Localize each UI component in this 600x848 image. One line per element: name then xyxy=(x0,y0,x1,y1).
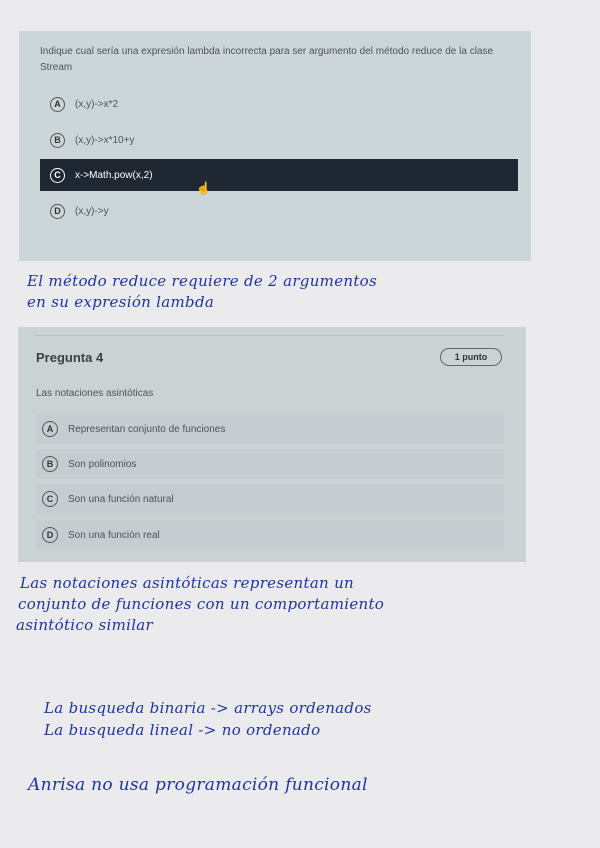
handwritten-note-4: Anrisa no usa programación funcional xyxy=(28,775,368,795)
option-letter: A xyxy=(50,97,65,112)
option-a[interactable] xyxy=(40,88,518,120)
option-d[interactable] xyxy=(40,195,518,227)
handwritten-note-2-line-3: asintótico similar xyxy=(16,616,154,634)
option-letter: C xyxy=(50,168,65,183)
handwritten-note-2-line-2: conjunto de funciones con un comportamiento xyxy=(18,595,385,613)
option-a[interactable] xyxy=(36,414,504,444)
handwritten-note-3-line-1: La busqueda binaria -> arrays ordenados xyxy=(44,699,372,717)
option-text: Son una función real xyxy=(68,529,160,541)
option-letter: B xyxy=(50,133,65,148)
option-text: (x,y)->x*10+y xyxy=(75,134,135,146)
handwritten-note-1-line-2: en su expresión lambda xyxy=(27,293,215,311)
option-c[interactable] xyxy=(36,484,504,514)
option-letter: A xyxy=(42,421,58,437)
option-b[interactable] xyxy=(36,449,504,479)
screenshot-question-1 xyxy=(19,31,531,261)
option-letter: B xyxy=(42,456,58,472)
option-text: Representan conjunto de funciones xyxy=(68,423,226,435)
points-badge: 1 punto xyxy=(440,348,502,366)
divider xyxy=(34,335,504,336)
option-c-selected[interactable] xyxy=(40,159,518,191)
option-d[interactable] xyxy=(36,520,504,550)
option-text: Son polinomios xyxy=(68,458,137,470)
option-text: Son una función natural xyxy=(68,493,174,505)
option-letter: D xyxy=(42,527,58,543)
option-b[interactable] xyxy=(40,124,518,156)
handwritten-note-3-line-2: La busqueda lineal -> no ordenado xyxy=(44,721,321,739)
option-letter: D xyxy=(50,204,65,219)
option-text: (x,y)->y xyxy=(75,205,109,217)
option-text: (x,y)->x*2 xyxy=(75,98,119,110)
question-1-text: Indique cual sería una expresión lambda incorrecta para ser argumento del método reduce de la clase Stream xyxy=(40,46,494,73)
handwritten-note-2-line-1: Las notaciones asintóticas representan un xyxy=(20,574,355,592)
screenshot-question-2 xyxy=(18,327,526,562)
option-letter: C xyxy=(42,491,58,507)
hand-cursor-icon: ☝ xyxy=(196,181,211,195)
question-title: Pregunta 4 xyxy=(36,350,104,365)
question-2-text: Las notaciones asintóticas xyxy=(36,388,154,399)
handwritten-note-1-line-1: El método reduce requiere de 2 argumentos xyxy=(27,272,377,290)
option-text: x->Math.pow(x,2) xyxy=(75,169,153,181)
